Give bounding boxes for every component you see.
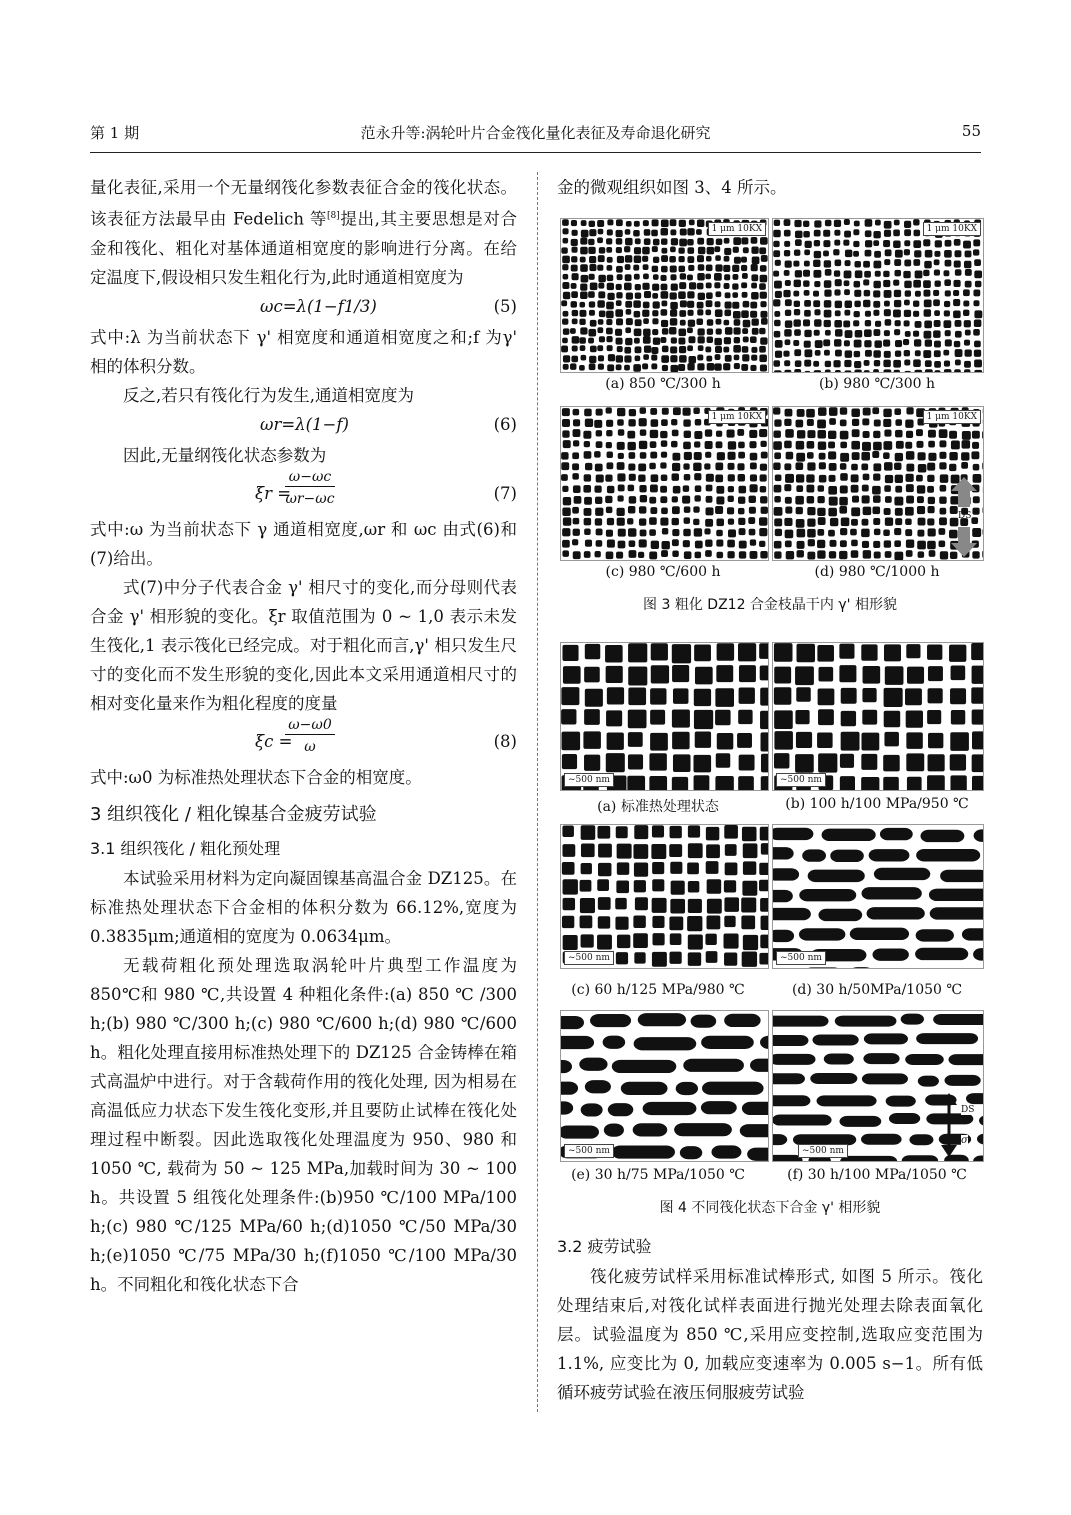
paragraph-rafting-only: 反之,若只有筏化行为发生,通道相宽度为 <box>123 385 414 405</box>
fig4-micrograph-b <box>773 643 983 790</box>
fig3-title: 图 3 粗化 DZ12 合金枝晶干内 γ' 相形貌 <box>643 597 897 613</box>
right-column-bottom <box>557 1232 983 1407</box>
equation-7-number: (7) <box>493 483 517 503</box>
fig3-caption-d: (d) 980 ℃/1000 h <box>814 564 940 580</box>
paragraph-fatigue-test: 筏化疲劳试样采用标准试棒形式, 如图 5 所示。筏化处理结束后,对筏化试样表面进行抛光处理去除表面氧化层。试验温度为 850 ℃,采用应变控制,选取应变范围为 1.1%, 应变比为 0, 加载应变速率为 0.005 s−1。所有低循环疲劳试验在液压伺服疲劳试验 <box>557 1267 983 1402</box>
equation-8 <box>90 718 517 763</box>
fig3-ds-label: DS <box>958 511 972 521</box>
equation-8-lhs: ξc = <box>255 731 293 751</box>
section-3-1-heading: 3.1 组织筏化 / 粗化预处理 <box>90 838 281 858</box>
right-column-top <box>557 173 983 202</box>
equation-7 <box>90 470 517 515</box>
fig4-micrograph-e <box>561 1011 768 1161</box>
fig4-caption-b: (b) 100 h/100 MPa/950 ℃ <box>785 796 969 812</box>
equation-6 <box>90 410 517 441</box>
fig4-panel-f <box>772 1010 984 1162</box>
fig4-ds-label: DS <box>961 1105 975 1115</box>
fig3-scale-a: 1 μm 10KX <box>708 222 766 236</box>
paragraph-figure-ref: 金的微观组织如图 3、4 所示。 <box>557 178 787 197</box>
fig3-caption-a: (a) 850 ℃/300 h <box>605 376 721 392</box>
section-3-2-heading: 3.2 疲劳试验 <box>557 1237 652 1256</box>
running-title: 范永升等:涡轮叶片合金筏化量化表征及寿命退化研究 <box>360 124 711 142</box>
citation-8: [8] <box>327 211 340 221</box>
fig4-panel-d <box>772 824 984 969</box>
fig4-scale-a: ~500 nm <box>564 773 614 787</box>
fig3-micrograph-b <box>773 219 983 372</box>
fig4-scale-f: ~500 nm <box>798 1144 848 1158</box>
fig4-title: 图 4 不同筏化状态下合金 γ' 相形貌 <box>659 1200 881 1216</box>
fig3-caption-c: (c) 980 ℃/600 h <box>605 564 721 580</box>
fig4-panel-b <box>772 642 984 791</box>
equation-7-numerator: ω−ωc <box>285 468 335 487</box>
equation-7-denominator: ωr−ωc <box>285 490 335 507</box>
paragraph-param-intro: 因此,无量纲筏化状态参数为 <box>123 445 327 465</box>
fig3-panel-c <box>560 406 769 561</box>
stress-double-arrow-icon <box>939 1093 959 1157</box>
section-3-heading: 3 组织筏化 / 粗化镍基合金疲劳试验 <box>90 803 377 825</box>
paragraph-material: 本试验采用材料为定向凝固镍基高温合金 DZ125。在标准热处理状态下合金相的体积分数为 66.12%,宽度为 0.3835μm;通道相的宽度为 0.0634μm。 <box>90 868 517 946</box>
paragraph-eq7-where: 式中:ω 为当前状态下 γ 通道相宽度,ωr 和 ωc 由式(6)和(7)给出。 <box>90 519 517 568</box>
paragraph-fedelich: 量化表征,采用一个无量纲筏化参数表征合金的筏化状态。该表征方法最早由 Fedelich 等[8]提出,其主要思想是对合金和筏化、粗化对基体通道相宽度的影响进行分离。在给定温度下,假设相只发生粗化行为,此时通道相宽度为 <box>90 178 517 287</box>
equation-5-number: (5) <box>493 296 517 316</box>
paragraph-eq8-where: 式中:ω0 为标准热处理状态下合金的相宽度。 <box>90 767 422 787</box>
fig4-scale-b: ~500 nm <box>776 773 826 787</box>
issue-number: 第 1 期 <box>90 124 140 142</box>
fig3-panel-b <box>772 218 984 373</box>
running-header <box>90 118 981 153</box>
fig4-panel-a <box>560 642 769 791</box>
left-column <box>90 173 517 1299</box>
paragraph-eq5-where: 式中:λ 为当前状态下 γ' 相宽度和通道相宽度之和;f 为γ' 相的体积分数。 <box>90 327 517 376</box>
fig3-caption-b: (b) 980 ℃/300 h <box>818 376 936 392</box>
fig3-scale-b: 1 μm 10KX <box>923 222 981 236</box>
fig4-sigma-label: σ <box>961 1135 968 1146</box>
column-divider <box>537 172 538 1412</box>
paragraph-pretreatment: 无载荷粗化预处理选取涡轮叶片典型工作温度为 850℃和 980 ℃,共设置 4 种粗化条件:(a) 850 ℃ /300 h;(b) 980 ℃/300 h;(c) 980 ℃/600 h;(d) 980 ℃/600 h。粗化处理直接用标准热处理下的 DZ125 合金铸棒在箱式高温炉中进行。对于含载荷作用的筏化处理, 因为相易在高温低应力状态下发生筏化变形,并且要防止试棒在筏化处理过程中断裂。因此选取筏化处理温度为 950、980 和 1050 ℃, 载荷为 50 ~ 125 MPa,加载时间为 30 ~ 100 h。共设置 5 组筏化处理条件:(b)950 ℃/100 MPa/100 h;(c) 980 ℃/125 MPa/60 h;(d)1050 ℃/50 MPa/30 h;(e)1050 ℃/75 MPa/30 h;(f)1050 ℃/100 MPa/30 h。不同粗化和筏化状态下合 <box>90 955 517 1294</box>
fig4-scale-c: ~500 nm <box>564 951 614 965</box>
fig3-micrograph-c <box>561 407 768 560</box>
fig4-caption-e: (e) 30 h/75 MPa/1050 ℃ <box>571 1167 745 1183</box>
fig4-caption-a: (a) 标准热处理状态 <box>597 799 719 815</box>
paragraph-eq7-meaning: 式(7)中分子代表合金 γ' 相尺寸的变化,而分母则代表合金 γ' 相形貌的变化。ξr 取值范围为 0 ~ 1,0 表示未发生筏化,1 表示筏化已经完成。对于粗化而言,γ' 相只发生尺寸的变化而不发生形貌的变化,因此本文采用通道相尺寸的相对变化量来作为粗化程度的度量 <box>90 577 517 713</box>
equation-6-formula: ωr=λ(1−f) <box>260 414 349 434</box>
fig3-scale-d: 1 μm 10KX <box>923 410 981 424</box>
fig4-caption-d: (d) 30 h/50MPa/1050 ℃ <box>791 982 963 998</box>
fig4-scale-d: ~500 nm <box>776 951 826 965</box>
page-number: 55 <box>961 122 981 140</box>
fig3-panel-a <box>560 218 769 373</box>
equation-5 <box>90 292 517 323</box>
equation-8-denominator: ω <box>304 738 316 755</box>
fig4-micrograph-a <box>561 643 768 790</box>
fig3-scale-c: 1 μm 10KX <box>708 410 766 424</box>
fig4-scale-e: ~500 nm <box>564 1144 614 1158</box>
equation-5-formula: ωc=λ(1−f1/3) <box>260 296 377 316</box>
fig4-micrograph-d <box>773 825 983 968</box>
fig4-panel-c <box>560 824 769 969</box>
fig4-caption-f: (f) 30 h/100 MPa/1050 ℃ <box>787 1167 967 1183</box>
fig4-panel-e <box>560 1010 769 1162</box>
equation-8-number: (8) <box>493 731 517 751</box>
fig3-panel-d <box>772 406 984 561</box>
fig4-micrograph-c <box>561 825 768 968</box>
fig4-caption-c: (c) 60 h/125 MPa/980 ℃ <box>571 982 745 998</box>
equation-7-lhs: ξr = <box>255 483 292 503</box>
fig3-micrograph-a <box>561 219 768 372</box>
equation-8-numerator: ω−ω0 <box>285 716 335 735</box>
equation-6-number: (6) <box>493 414 517 434</box>
